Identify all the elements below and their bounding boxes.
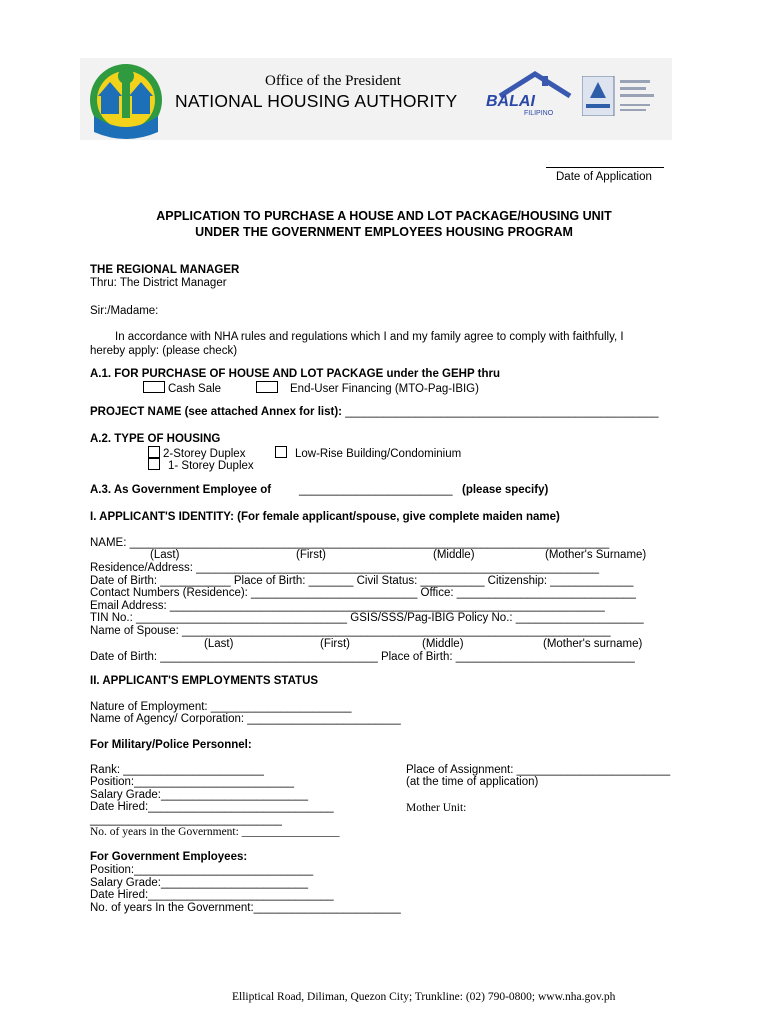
gov-position-field[interactable]: Position:____________________________ <box>90 864 314 876</box>
date-line[interactable] <box>546 167 664 168</box>
option-1storey-duplex[interactable] <box>148 458 254 472</box>
name-field[interactable]: NAME: ___________________________________________________________________________ <box>90 537 610 549</box>
a3-line[interactable]: ________________________ <box>299 484 453 496</box>
agency-name: NATIONAL HOUSING AUTHORITY <box>175 91 458 111</box>
thru-line: Thru: The District Manager <box>90 277 227 289</box>
intro-line2: hereby apply: (please check) <box>90 345 238 357</box>
gov-salary-grade-field[interactable]: Salary Grade:_______________________ <box>90 877 309 889</box>
office-line: Office of the President <box>265 73 401 89</box>
balai-text: BALAI <box>486 93 535 110</box>
contact-numbers-field[interactable]: Contact Numbers (Residence): __________________________ Office: ____________________________ <box>90 587 636 599</box>
residence-field[interactable]: Residence/Address: _______________________________________________________________ <box>90 562 600 574</box>
spouse-part-middle: (Middle) <box>422 638 464 650</box>
gov-date-hired-field[interactable]: Date Hired:_____________________________ <box>90 889 334 901</box>
end-user-checkbox[interactable] <box>256 381 278 393</box>
nha-logo <box>84 60 168 140</box>
date-label: Date of Application <box>556 171 652 183</box>
mother-unit-field[interactable]: Mother Unit: <box>406 802 467 814</box>
lowrise-checkbox[interactable] <box>275 446 287 458</box>
form-title-line1: APPLICATION TO PURCHASE A HOUSE AND LOT PACKAGE/HOUSING UNIT <box>156 209 612 223</box>
tin-policy-field[interactable]: TIN No.: _________________________________ GSIS/SSS/Pag-IBIG Policy No.: ____________________ <box>90 612 644 624</box>
cash-sale-label: Cash Sale <box>168 383 222 395</box>
section2-heading: II. APPLICANT'S EMPLOYMENTS STATUS <box>90 675 319 687</box>
military-salary-grade-field[interactable]: Salary Grade:_______________________ <box>90 789 309 801</box>
end-user-label: End-User Financing (MTO-Pag-IBIG) <box>290 383 479 395</box>
salutation: Sir:/Madame: <box>90 305 159 317</box>
section1-heading: I. APPLICANT'S IDENTITY: (For female applicant/spouse, give complete maiden name) <box>90 511 560 523</box>
assignment-note: (at the time of application) <box>406 776 539 788</box>
a3-label: A.3. As Government Employee of <box>90 484 272 496</box>
duplex1-label: 1- Storey Duplex <box>168 460 254 472</box>
a2-heading: A.2. TYPE OF HOUSING <box>90 433 221 445</box>
email-field[interactable]: Email Address: ____________________________________________________________________ <box>90 600 605 612</box>
spouse-part-first: (First) <box>320 638 351 650</box>
footer-address: Elliptical Road, Diliman, Quezon City; Trunkline: (02) 790-0800; www.nha.gov.ph <box>232 991 616 1003</box>
duplex1-checkbox[interactable] <box>148 458 160 470</box>
name-part-middle: (Middle) <box>433 549 475 561</box>
option-cash-sale[interactable] <box>143 381 221 395</box>
project-name-label: PROJECT NAME (see attached Annex for list): <box>90 406 342 418</box>
spouse-birth-field[interactable]: Date of Birth: __________________________________ Place of Birth: ____________________________ <box>90 651 635 663</box>
spouse-name-field[interactable]: Name of Spouse: ___________________________________________________________________ <box>90 625 611 637</box>
form-title-line2: UNDER THE GOVERNMENT EMPLOYEES HOUSING PROGRAM <box>195 225 573 239</box>
name-part-mother: (Mother's Surname) <box>545 549 647 561</box>
option-lowrise[interactable] <box>275 446 461 460</box>
military-years-field[interactable]: No. of years in the Government: _________________ <box>90 826 340 838</box>
military-position-field[interactable]: Position:_________________________ <box>90 776 295 788</box>
filipino-text: FILIPINO <box>524 110 554 117</box>
a1-heading: A.1. FOR PURCHASE OF HOUSE AND LOT PACKAGE under the GEHP thru <box>90 368 500 380</box>
lowrise-label: Low-Rise Building/Condominium <box>295 448 462 460</box>
option-end-user[interactable] <box>256 381 479 395</box>
cash-sale-checkbox[interactable] <box>143 381 165 393</box>
duplex2-checkbox[interactable] <box>148 446 160 458</box>
nature-of-employment-field[interactable]: Nature of Employment: ______________________ <box>90 701 352 713</box>
military-heading: For Military/Police Personnel: <box>90 739 252 751</box>
spouse-part-last: (Last) <box>204 638 234 650</box>
birth-civil-citizenship-field[interactable]: Date of Birth: ___________ Place of Birth: _______ Civil Status: __________ Citizenship: _____________ <box>90 575 634 587</box>
military-date-hired-field[interactable]: Date Hired:_____________________________ <box>90 801 334 813</box>
name-part-first: (First) <box>296 549 327 561</box>
military-blank-line[interactable]: ______________________________ <box>90 814 282 826</box>
agency-field[interactable]: Name of Agency/ Corporation: ________________________ <box>90 713 401 725</box>
intro-line1: In accordance with NHA rules and regulations which I and my family agree to comply with faithfully, I <box>115 331 624 343</box>
spouse-part-mother: (Mother's surname) <box>543 638 643 650</box>
a3-note: (please specify) <box>462 484 549 496</box>
iso-certification-icon <box>582 76 666 116</box>
place-of-assignment-field[interactable]: Place of Assignment: ________________________ <box>406 764 671 776</box>
name-part-last: (Last) <box>150 549 180 561</box>
project-name-row[interactable] <box>90 406 659 418</box>
gov-employees-heading: For Government Employees: <box>90 851 248 863</box>
duplex2-label: 2-Storey Duplex <box>163 448 246 460</box>
addressee: THE REGIONAL MANAGER <box>90 264 240 276</box>
rank-field[interactable]: Rank: ______________________ <box>90 764 264 776</box>
gov-years-field[interactable]: No. of years In the Government:_______________________ <box>90 902 401 914</box>
project-name-line[interactable]: _________________________________________________ <box>345 406 659 418</box>
